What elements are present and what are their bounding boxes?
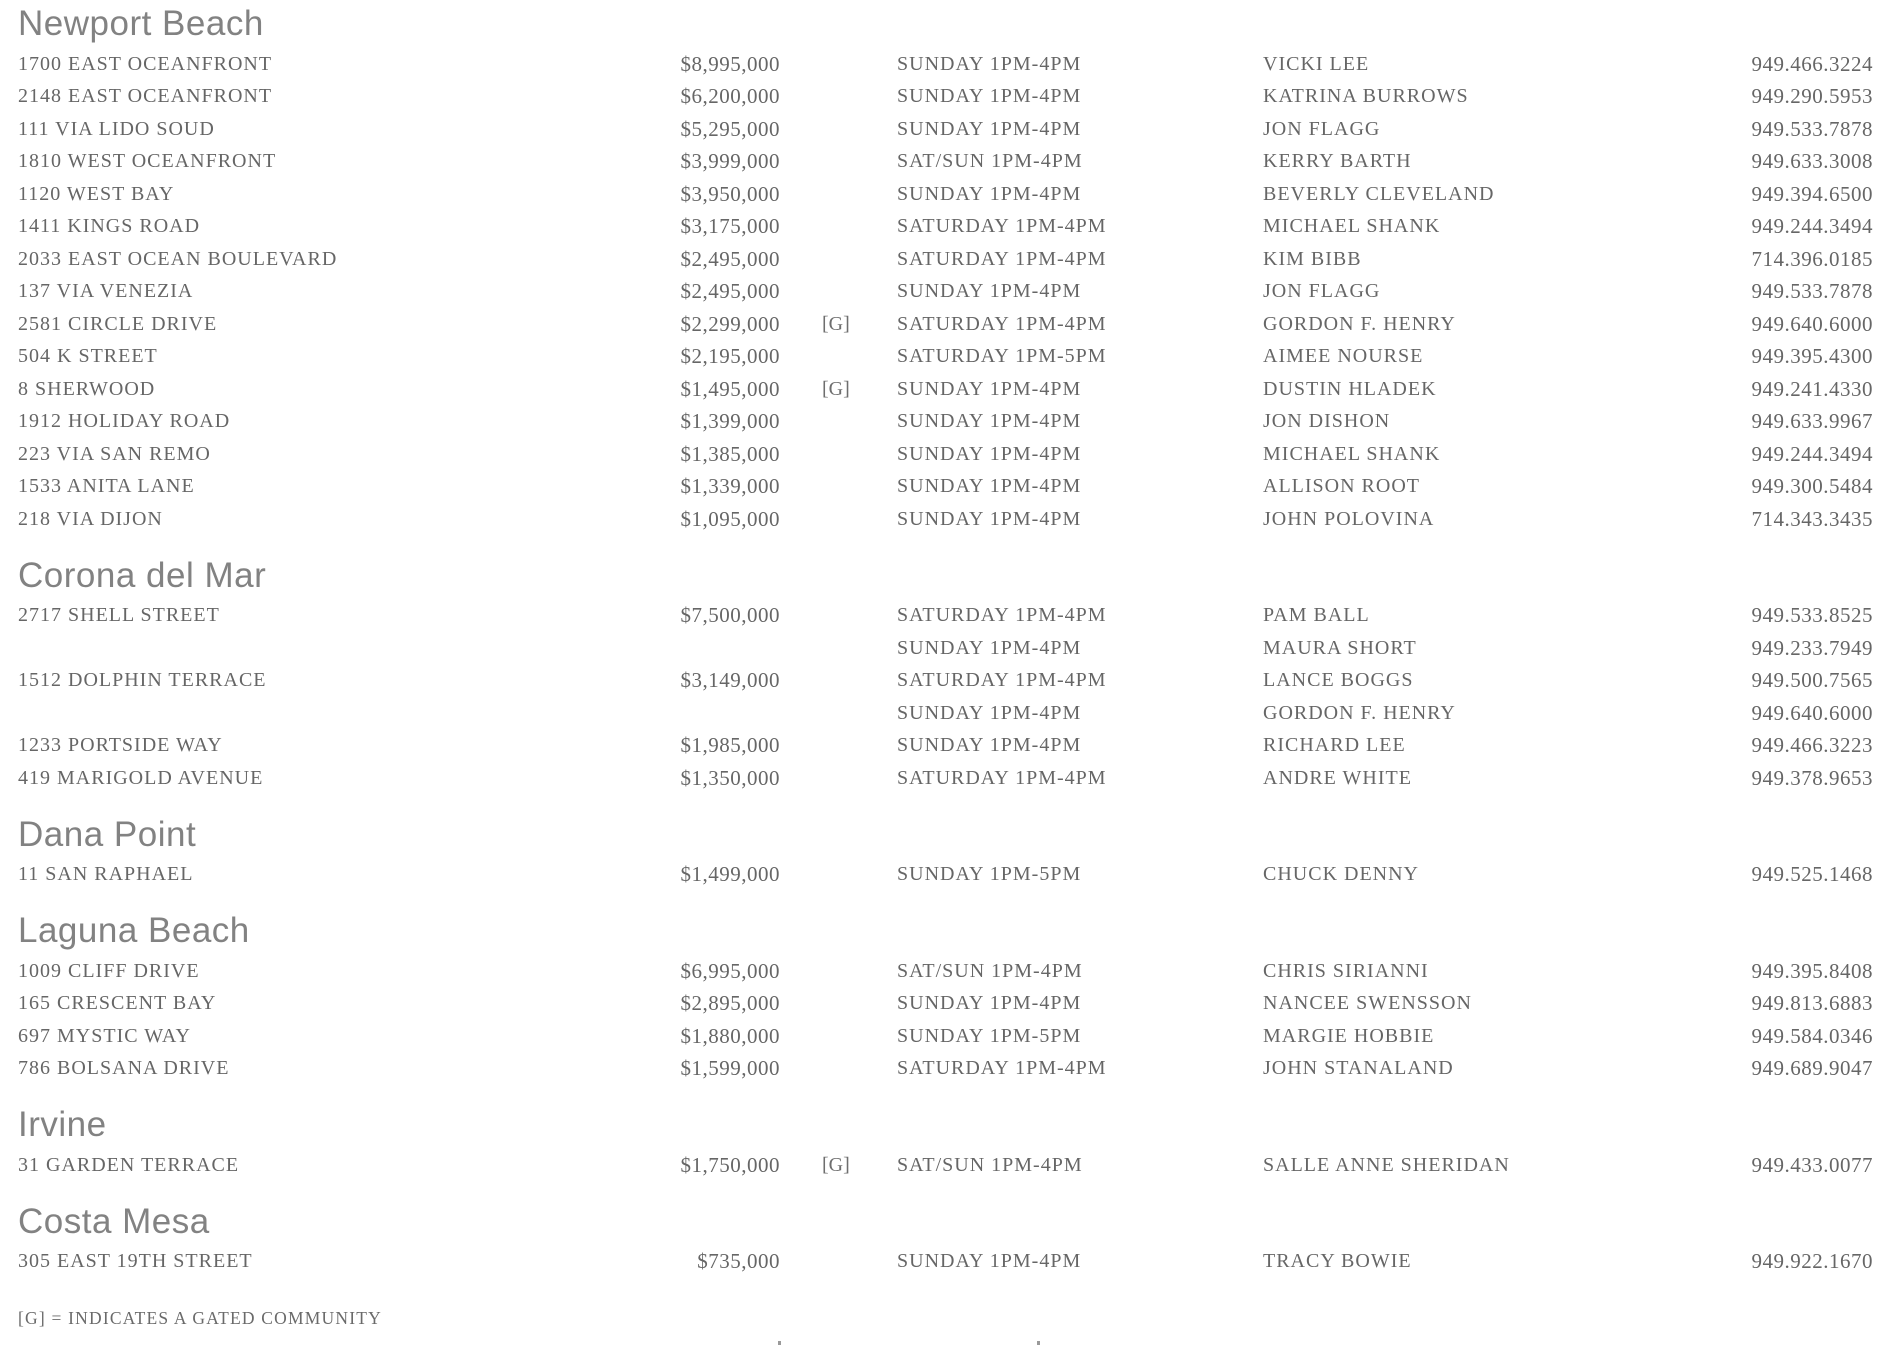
listing-address: 1533 ANITA LANE xyxy=(18,475,195,498)
section-title-corona-del-mar: Corona del Mar xyxy=(18,555,267,595)
listing-row xyxy=(18,341,1873,374)
city-section xyxy=(18,1107,1873,1182)
open-house-time: SUNDAY 1PM-4PM xyxy=(897,701,1082,724)
listing-row xyxy=(18,1053,1873,1086)
open-house-time: SATURDAY 1PM-4PM xyxy=(897,215,1107,238)
listing-address: 1810 WEST OCEANFRONT xyxy=(18,150,277,173)
listing-row xyxy=(18,955,1873,988)
gated-community-legend: [G] = INDICATES A GATED COMMUNITY xyxy=(18,1308,382,1328)
open-house-time: SATURDAY 1PM-4PM xyxy=(897,1057,1107,1080)
listing-price: $3,999,000 xyxy=(680,149,780,174)
listing-row xyxy=(18,859,1873,892)
agent-phone: 949.466.3223 xyxy=(1751,733,1873,758)
listing-agent: MARGIE HOBBIE xyxy=(1263,1024,1435,1047)
open-house-time: SUNDAY 1PM-4PM xyxy=(897,85,1082,108)
listing-address: 504 K STREET xyxy=(18,345,158,368)
listing-agent: JON FLAGG xyxy=(1263,117,1381,140)
listing-agent: BEVERLY CLEVELAND xyxy=(1263,182,1495,205)
open-house-time: SUNDAY 1PM-5PM xyxy=(897,1024,1082,1047)
listing-row xyxy=(18,632,1873,665)
listing-address: 218 VIA DIJON xyxy=(18,507,163,530)
section-title-costa-mesa: Costa Mesa xyxy=(18,1201,210,1241)
listing-address: 31 GARDEN TERRACE xyxy=(18,1153,240,1176)
agent-phone: 949.689.9047 xyxy=(1751,1056,1873,1081)
listing-agent: MICHAEL SHANK xyxy=(1263,442,1441,465)
open-house-time: SUNDAY 1PM-4PM xyxy=(897,507,1082,530)
listing-row xyxy=(18,697,1873,730)
city-section xyxy=(18,814,1873,892)
listing-agent: ANDRE WHITE xyxy=(1263,766,1412,789)
open-house-time: SUNDAY 1PM-4PM xyxy=(897,280,1082,303)
listing-row xyxy=(18,730,1873,763)
agent-phone: 949.378.9653 xyxy=(1751,765,1873,790)
open-house-time: SAT/SUN 1PM-4PM xyxy=(897,959,1083,982)
listing-price: $3,149,000 xyxy=(680,668,780,693)
listing-address: 137 VIA VENEZIA xyxy=(18,280,194,303)
listing-agent: DUSTIN HLADEK xyxy=(1263,377,1437,400)
listing-address: 1233 PORTSIDE WAY xyxy=(18,734,223,757)
open-house-time: SUNDAY 1PM-4PM xyxy=(897,182,1082,205)
listing-row xyxy=(18,81,1873,114)
listing-address: 111 VIA LIDO SOUD xyxy=(18,117,215,140)
open-house-time: SUNDAY 1PM-4PM xyxy=(897,475,1082,498)
listing-address: 786 BOLSANA DRIVE xyxy=(18,1057,230,1080)
agent-phone: 949.466.3224 xyxy=(1751,51,1873,76)
listing-price: $2,895,000 xyxy=(680,991,780,1016)
listing-price: $1,985,000 xyxy=(680,733,780,758)
agent-phone: 949.500.7565 xyxy=(1751,668,1873,693)
listing-price: $1,339,000 xyxy=(680,474,780,499)
agent-phone: 949.633.9967 xyxy=(1751,409,1873,434)
agent-phone: 949.525.1468 xyxy=(1751,862,1873,887)
listing-agent: JON DISHON xyxy=(1263,410,1391,433)
listing-agent: ALLISON ROOT xyxy=(1263,475,1420,498)
open-house-time: SUNDAY 1PM-5PM xyxy=(897,863,1082,886)
agent-phone: 949.395.4300 xyxy=(1751,344,1873,369)
open-house-time: SATURDAY 1PM-5PM xyxy=(897,345,1107,368)
listing-row xyxy=(18,308,1873,341)
listing-agent: JOHN POLOVINA xyxy=(1263,507,1435,530)
listing-agent: GORDON F. HENRY xyxy=(1263,312,1456,335)
listing-row xyxy=(18,438,1873,471)
listing-row xyxy=(18,665,1873,698)
listing-price: $6,200,000 xyxy=(680,84,780,109)
listing-agent: CHUCK DENNY xyxy=(1263,863,1419,886)
listing-address: 419 MARIGOLD AVENUE xyxy=(18,766,264,789)
listing-price: $1,495,000 xyxy=(680,376,780,401)
listing-price: $1,499,000 xyxy=(680,862,780,887)
listing-price: $1,750,000 xyxy=(680,1152,780,1177)
open-house-time: SUNDAY 1PM-4PM xyxy=(897,410,1082,433)
listing-price: $8,995,000 xyxy=(680,51,780,76)
listing-row xyxy=(18,1020,1873,1053)
listing-address: 697 MYSTIC WAY xyxy=(18,1024,191,1047)
agent-phone: 949.244.3494 xyxy=(1751,214,1873,239)
listings-by-city xyxy=(18,6,1873,1278)
agent-phone: 949.533.8525 xyxy=(1751,603,1873,628)
listing-row xyxy=(18,471,1873,504)
listing-price: $1,350,000 xyxy=(680,765,780,790)
agent-phone: 949.633.3008 xyxy=(1751,149,1873,174)
listing-agent: TRACY BOWIE xyxy=(1263,1250,1412,1273)
open-house-time: SUNDAY 1PM-4PM xyxy=(897,992,1082,1015)
listing-price: $1,399,000 xyxy=(680,409,780,434)
listing-address: 11 SAN RAPHAEL xyxy=(18,863,194,886)
listing-price: $3,175,000 xyxy=(680,214,780,239)
listing-row xyxy=(18,762,1873,795)
open-house-time: SUNDAY 1PM-4PM xyxy=(897,117,1082,140)
listing-price: $3,950,000 xyxy=(680,181,780,206)
listing-address: 1009 CLIFF DRIVE xyxy=(18,959,200,982)
listing-price: $2,495,000 xyxy=(680,246,780,271)
listing-price: $1,599,000 xyxy=(680,1056,780,1081)
agent-phone: 949.300.5484 xyxy=(1751,474,1873,499)
clipped-text-artifact xyxy=(1037,1341,1040,1345)
listing-row xyxy=(18,178,1873,211)
city-section xyxy=(18,6,1873,536)
listing-address: 165 CRESCENT BAY xyxy=(18,992,217,1015)
listing-row xyxy=(18,113,1873,146)
clipped-text-artifact xyxy=(778,1341,781,1345)
listing-price: $2,495,000 xyxy=(680,279,780,304)
listing-price: $1,880,000 xyxy=(680,1023,780,1048)
listing-address: 223 VIA SAN REMO xyxy=(18,442,211,465)
listing-row xyxy=(18,503,1873,536)
listing-address: 2717 SHELL STREET xyxy=(18,604,220,627)
listing-agent: NANCEE SWENSSON xyxy=(1263,992,1472,1015)
listing-address: 8 SHERWOOD xyxy=(18,377,156,400)
listing-price: $5,295,000 xyxy=(680,116,780,141)
gated-marker: [G] xyxy=(822,312,850,335)
agent-phone: 714.396.0185 xyxy=(1751,246,1873,271)
agent-phone: 949.241.4330 xyxy=(1751,376,1873,401)
listing-agent: KERRY BARTH xyxy=(1263,150,1412,173)
agent-phone: 949.244.3494 xyxy=(1751,441,1873,466)
agent-phone: 949.533.7878 xyxy=(1751,116,1873,141)
listing-row xyxy=(18,988,1873,1021)
section-title-irvine: Irvine xyxy=(18,1105,107,1144)
listing-agent: LANCE BOGGS xyxy=(1263,669,1414,692)
listing-agent: CHRIS SIRIANNI xyxy=(1263,959,1429,982)
open-house-time: SAT/SUN 1PM-4PM xyxy=(897,1153,1083,1176)
agent-phone: 949.922.1670 xyxy=(1751,1249,1873,1274)
city-section xyxy=(18,555,1873,795)
open-house-time: SAT/SUN 1PM-4PM xyxy=(897,150,1083,173)
agent-phone: 949.394.6500 xyxy=(1751,181,1873,206)
open-house-time: SATURDAY 1PM-4PM xyxy=(897,766,1107,789)
gated-marker: [G] xyxy=(822,377,850,400)
listing-agent: KATRINA BURROWS xyxy=(1263,85,1469,108)
section-title-dana-point: Dana Point xyxy=(18,814,197,854)
listing-agent: MICHAEL SHANK xyxy=(1263,215,1441,238)
listing-address: 1912 HOLIDAY ROAD xyxy=(18,410,231,433)
listing-address: 1120 WEST BAY xyxy=(18,182,175,205)
listing-price: $1,095,000 xyxy=(680,506,780,531)
agent-phone: 949.640.6000 xyxy=(1751,700,1873,725)
listing-price: $2,299,000 xyxy=(680,311,780,336)
open-house-time: SUNDAY 1PM-4PM xyxy=(897,377,1082,400)
open-house-time: SUNDAY 1PM-4PM xyxy=(897,442,1082,465)
listing-row xyxy=(18,1246,1873,1279)
listing-price: $735,000 xyxy=(697,1249,780,1274)
listing-row xyxy=(18,276,1873,309)
listing-address: 2148 EAST OCEANFRONT xyxy=(18,85,273,108)
open-house-time: SATURDAY 1PM-4PM xyxy=(897,669,1107,692)
city-section xyxy=(18,913,1873,1085)
open-house-time: SATURDAY 1PM-4PM xyxy=(897,247,1107,270)
listing-row xyxy=(18,1149,1873,1182)
listing-row xyxy=(18,48,1873,81)
listing-agent: JON FLAGG xyxy=(1263,280,1381,303)
listing-row xyxy=(18,243,1873,276)
open-house-time: SUNDAY 1PM-4PM xyxy=(897,636,1082,659)
agent-phone: 949.640.6000 xyxy=(1751,311,1873,336)
listing-agent: GORDON F. HENRY xyxy=(1263,701,1456,724)
agent-phone: 949.813.6883 xyxy=(1751,991,1873,1016)
listing-price: $2,195,000 xyxy=(680,344,780,369)
agent-phone: 949.233.7949 xyxy=(1751,635,1873,660)
listing-row xyxy=(18,600,1873,633)
agent-phone: 949.533.7878 xyxy=(1751,279,1873,304)
agent-phone: 949.395.8408 xyxy=(1751,958,1873,983)
listing-row xyxy=(18,406,1873,439)
listing-address: 2033 EAST OCEAN BOULEVARD xyxy=(18,247,338,270)
agent-phone: 714.343.3435 xyxy=(1751,506,1873,531)
listing-address: 2581 CIRCLE DRIVE xyxy=(18,312,218,335)
section-title-laguna-beach: Laguna Beach xyxy=(18,911,250,950)
listing-address: 1512 DOLPHIN TERRACE xyxy=(18,669,267,692)
listing-agent: VICKI LEE xyxy=(1263,52,1370,75)
listing-address: 305 EAST 19TH STREET xyxy=(18,1250,253,1273)
listing-agent: SALLE ANNE SHERIDAN xyxy=(1263,1153,1510,1176)
listing-agent: PAM BALL xyxy=(1263,604,1370,627)
listing-address: 1411 KINGS ROAD xyxy=(18,215,201,238)
agent-phone: 949.433.0077 xyxy=(1751,1152,1873,1177)
listing-price: $6,995,000 xyxy=(680,958,780,983)
listing-agent: KIM BIBB xyxy=(1263,247,1362,270)
open-house-time: SUNDAY 1PM-4PM xyxy=(897,734,1082,757)
open-house-time: SATURDAY 1PM-4PM xyxy=(897,312,1107,335)
listing-price: $1,385,000 xyxy=(680,441,780,466)
listing-row xyxy=(18,146,1873,179)
open-house-time: SUNDAY 1PM-4PM xyxy=(897,52,1082,75)
agent-phone: 949.290.5953 xyxy=(1751,84,1873,109)
open-house-time: SUNDAY 1PM-4PM xyxy=(897,1250,1082,1273)
listing-row xyxy=(18,373,1873,406)
agent-phone: 949.584.0346 xyxy=(1751,1023,1873,1048)
section-title-newport-beach: Newport Beach xyxy=(18,4,264,43)
listing-agent: MAURA SHORT xyxy=(1263,636,1417,659)
city-section xyxy=(18,1201,1873,1279)
listing-price: $7,500,000 xyxy=(680,603,780,628)
gated-marker: [G] xyxy=(822,1153,850,1176)
listing-agent: RICHARD LEE xyxy=(1263,734,1406,757)
listing-address: 1700 EAST OCEANFRONT xyxy=(18,52,273,75)
listing-row xyxy=(18,211,1873,244)
listing-agent: AIMEE NOURSE xyxy=(1263,345,1424,368)
listing-agent: JOHN STANALAND xyxy=(1263,1057,1454,1080)
open-house-time: SATURDAY 1PM-4PM xyxy=(897,604,1107,627)
